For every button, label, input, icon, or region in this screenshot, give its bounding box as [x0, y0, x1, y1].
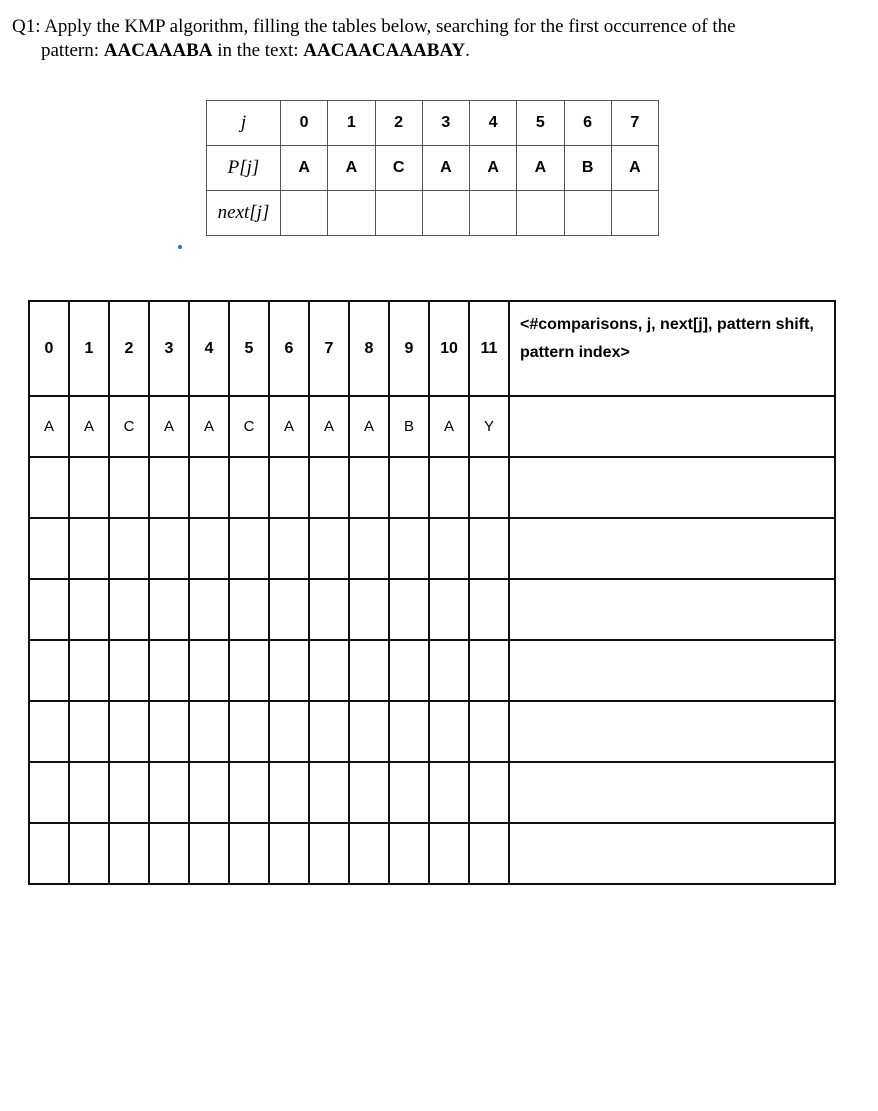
row-label-j: j	[207, 101, 281, 146]
answer-cell[interactable]	[109, 579, 149, 640]
answer-cell[interactable]	[349, 762, 389, 823]
index-cell: 10	[429, 301, 469, 396]
answer-row	[29, 579, 835, 640]
answer-cell[interactable]	[269, 823, 309, 884]
text-char-cell: A	[309, 396, 349, 457]
j-cell: 2	[375, 101, 422, 146]
answer-cell[interactable]	[189, 579, 229, 640]
answer-cell[interactable]	[29, 457, 69, 518]
answer-cell[interactable]	[429, 701, 469, 762]
answer-cell[interactable]	[469, 579, 509, 640]
text-char-cell: A	[149, 396, 189, 457]
answer-cell[interactable]	[389, 518, 429, 579]
answer-cell[interactable]	[389, 457, 429, 518]
answer-cell[interactable]	[69, 518, 109, 579]
answer-cell[interactable]	[229, 762, 269, 823]
j-cell: 1	[328, 101, 375, 146]
answer-cell[interactable]	[29, 640, 69, 701]
pattern-char-cell: A	[328, 146, 375, 191]
answer-row	[29, 701, 835, 762]
text-string: AACAACAAABAY	[303, 40, 466, 61]
answer-cell[interactable]	[189, 762, 229, 823]
pattern-label: pattern:	[41, 40, 100, 61]
text-char-cell: A	[69, 396, 109, 457]
answer-cell[interactable]	[229, 640, 269, 701]
index-cell: 0	[29, 301, 69, 396]
question-prefix: Q1: Apply the KMP algorithm, filling the tables below, searching for the first occurrence of the	[12, 16, 736, 37]
answer-cell[interactable]	[69, 701, 109, 762]
kmp-trace-table	[28, 300, 836, 885]
answer-cell[interactable]	[469, 823, 509, 884]
pattern-char-cell: A	[611, 146, 658, 191]
pattern-char-cell: B	[564, 146, 611, 191]
answer-cell[interactable]	[349, 579, 389, 640]
answer-cell[interactable]	[309, 701, 349, 762]
answer-cell[interactable]	[349, 457, 389, 518]
answer-cell[interactable]	[109, 762, 149, 823]
next-value-cell[interactable]	[375, 191, 422, 236]
text-char-cell: Y	[469, 396, 509, 457]
row-label-next: next[j]	[207, 191, 281, 236]
j-cell: 6	[564, 101, 611, 146]
notes-cell[interactable]	[509, 640, 835, 701]
answer-cell[interactable]	[229, 701, 269, 762]
j-cell: 0	[281, 101, 328, 146]
answer-cell[interactable]	[349, 823, 389, 884]
answer-cell[interactable]	[269, 518, 309, 579]
answer-cell[interactable]	[269, 701, 309, 762]
index-cell: 3	[149, 301, 189, 396]
answer-cell[interactable]	[349, 518, 389, 579]
answer-cell[interactable]	[149, 701, 189, 762]
row-label-pj: P[j]	[207, 146, 281, 191]
answer-cell[interactable]	[309, 762, 349, 823]
j-cell: 4	[470, 101, 517, 146]
answer-cell[interactable]	[29, 701, 69, 762]
j-cell: 7	[611, 101, 658, 146]
answer-cell[interactable]	[389, 701, 429, 762]
answer-cell[interactable]	[429, 457, 469, 518]
j-row	[207, 101, 659, 146]
next-value-cell[interactable]	[611, 191, 658, 236]
answer-cell[interactable]	[349, 640, 389, 701]
answer-cell[interactable]	[309, 579, 349, 640]
text-char-cell: A	[269, 396, 309, 457]
index-cell: 1	[69, 301, 109, 396]
answer-cell[interactable]	[309, 640, 349, 701]
answer-cell[interactable]	[269, 579, 309, 640]
answer-cell[interactable]	[189, 701, 229, 762]
answer-cell[interactable]	[469, 518, 509, 579]
bullet-dot	[178, 245, 182, 249]
next-value-cell[interactable]	[517, 191, 564, 236]
answer-cell[interactable]	[389, 823, 429, 884]
answer-cell[interactable]	[109, 701, 149, 762]
answer-cell[interactable]	[69, 640, 109, 701]
answer-cell[interactable]	[69, 457, 109, 518]
next-value-cell[interactable]	[470, 191, 517, 236]
text-char-row	[29, 396, 835, 457]
answer-cell[interactable]	[429, 762, 469, 823]
answer-cell[interactable]	[469, 701, 509, 762]
index-cell: 9	[389, 301, 429, 396]
answer-cell[interactable]	[429, 640, 469, 701]
notes-cell[interactable]	[509, 823, 835, 884]
answer-cell[interactable]	[389, 640, 429, 701]
pattern-char-cell: A	[422, 146, 469, 191]
answer-cell[interactable]	[29, 762, 69, 823]
question-text	[12, 15, 852, 63]
answer-cell[interactable]	[349, 701, 389, 762]
answer-cell[interactable]	[189, 457, 229, 518]
answer-cell[interactable]	[149, 457, 189, 518]
j-cell: 5	[517, 101, 564, 146]
answer-cell[interactable]	[149, 823, 189, 884]
answer-cell[interactable]	[109, 518, 149, 579]
text-char-cell: C	[229, 396, 269, 457]
notes-cell[interactable]	[509, 518, 835, 579]
text-label: in the text:	[217, 40, 299, 61]
answer-cell[interactable]	[309, 457, 349, 518]
text-char-cell: A	[189, 396, 229, 457]
answer-cell[interactable]	[189, 518, 229, 579]
answer-cell[interactable]	[389, 762, 429, 823]
index-cell: 5	[229, 301, 269, 396]
answer-row	[29, 762, 835, 823]
answer-row	[29, 457, 835, 518]
answer-cell[interactable]	[229, 457, 269, 518]
pattern-char-cell: A	[517, 146, 564, 191]
index-cell: 2	[109, 301, 149, 396]
answer-cell[interactable]	[309, 823, 349, 884]
next-value-cell[interactable]	[281, 191, 328, 236]
answer-cell[interactable]	[269, 762, 309, 823]
answer-cell[interactable]	[149, 579, 189, 640]
index-cell: 11	[469, 301, 509, 396]
answer-cell[interactable]	[229, 579, 269, 640]
answer-cell[interactable]	[149, 762, 189, 823]
answer-cell[interactable]	[29, 823, 69, 884]
pattern-char-cell: A	[470, 146, 517, 191]
answer-cell[interactable]	[109, 457, 149, 518]
pattern-char-cell: C	[375, 146, 422, 191]
answer-cell[interactable]	[189, 823, 229, 884]
answer-cell[interactable]	[229, 823, 269, 884]
answer-row	[29, 640, 835, 701]
text-char-cell: A	[29, 396, 69, 457]
text-char-cell: B	[389, 396, 429, 457]
next-value-cell[interactable]	[422, 191, 469, 236]
pattern-string: AACAAABA	[103, 40, 213, 61]
answer-row	[29, 518, 835, 579]
answer-cell[interactable]	[29, 518, 69, 579]
pattern-row	[207, 146, 659, 191]
answer-cell[interactable]	[429, 579, 469, 640]
answer-cell[interactable]	[189, 640, 229, 701]
answer-cell[interactable]	[109, 640, 149, 701]
notes-cell[interactable]	[509, 579, 835, 640]
text-char-cell: C	[109, 396, 149, 457]
next-table	[206, 100, 659, 236]
answer-cell[interactable]	[29, 579, 69, 640]
index-cell: 6	[269, 301, 309, 396]
answer-cell[interactable]	[69, 823, 109, 884]
question-line-2	[12, 39, 852, 63]
answer-cell[interactable]	[469, 762, 509, 823]
index-row	[29, 301, 835, 396]
notes-cell[interactable]	[509, 701, 835, 762]
answer-cell[interactable]	[429, 823, 469, 884]
index-cell: 8	[349, 301, 389, 396]
j-cell: 3	[422, 101, 469, 146]
answer-row	[29, 823, 835, 884]
question-end: .	[465, 40, 470, 61]
answer-cell[interactable]	[149, 518, 189, 579]
answer-cell[interactable]	[269, 457, 309, 518]
text-char-cell: A	[349, 396, 389, 457]
answer-cell[interactable]	[389, 579, 429, 640]
answer-cell[interactable]	[469, 457, 509, 518]
next-value-cell[interactable]	[328, 191, 375, 236]
next-value-cell[interactable]	[564, 191, 611, 236]
answer-cell[interactable]	[69, 762, 109, 823]
index-cell: 4	[189, 301, 229, 396]
answer-cell[interactable]	[149, 640, 189, 701]
answer-cell[interactable]	[269, 640, 309, 701]
notes-cell[interactable]	[509, 762, 835, 823]
notes-cell[interactable]	[509, 457, 835, 518]
notes-cell[interactable]	[509, 396, 835, 457]
text-char-cell: A	[429, 396, 469, 457]
pattern-char-cell: A	[281, 146, 328, 191]
notes-header: <#comparisons, j, next[j], pattern shift, pattern index>	[509, 301, 835, 396]
answer-cell[interactable]	[229, 518, 269, 579]
answer-cell[interactable]	[429, 518, 469, 579]
index-cell: 7	[309, 301, 349, 396]
next-row	[207, 191, 659, 236]
answer-cell[interactable]	[109, 823, 149, 884]
answer-cell[interactable]	[309, 518, 349, 579]
answer-cell[interactable]	[469, 640, 509, 701]
answer-cell[interactable]	[69, 579, 109, 640]
